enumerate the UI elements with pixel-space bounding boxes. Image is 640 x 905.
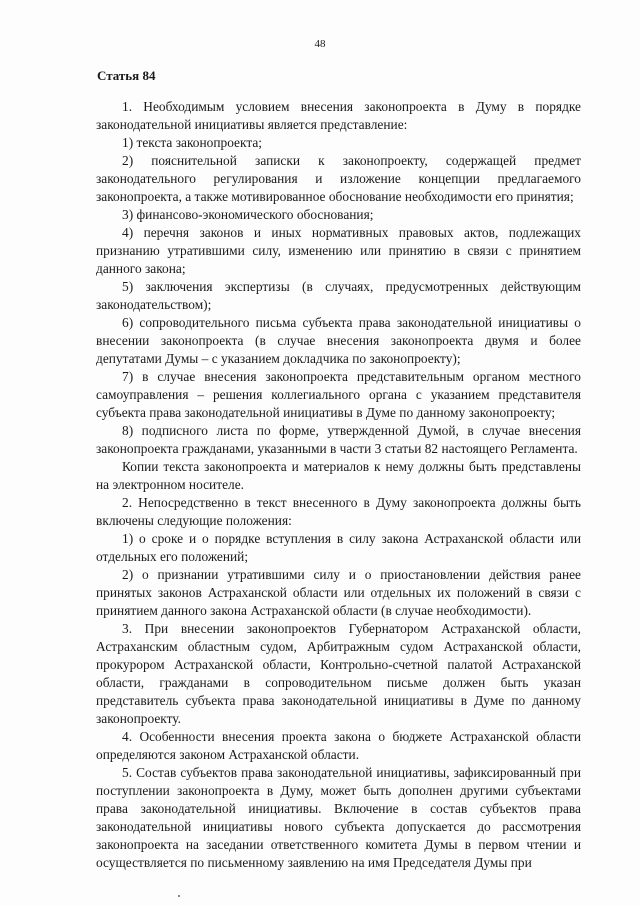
paragraph: 5) заключения экспертизы (в случаях, предусмотренных действующим законодательством); — [96, 279, 581, 312]
paragraph: 1. Необходимым условием внесения законопроекта в Думу в порядке законодательной инициативы является представление: — [96, 99, 581, 132]
scan-speck — [178, 895, 180, 897]
paragraph: 8) подписного листа по форме, утвержденной Думой, в случае внесения законопроекта гражданами, указанными в части 3 статьи 82 настоящего Регламента. — [96, 423, 581, 456]
paragraph: 5. Состав субъектов права законодательной инициативы, зафиксированный при поступлении законопроекта в Думу, может быть дополнен другими субъектами права законодательной инициативы. Включение в состав субъектов права законодательной инициативы нового субъекта допускается до рассмотрения законопроекта на заседании ответственного комитета Думы в первом чтении и осуществляется по письменному заявлению на имя Председателя Думы при — [96, 765, 581, 870]
paragraph: Копии текста законопроекта и материалов к нему должны быть представлены на электронном носителе. — [96, 459, 581, 492]
paragraph: 4. Особенности внесения проекта закона о бюджете Астраханской области определяются законом Астраханской области. — [96, 729, 581, 762]
paragraph: 4) перечня законов и иных нормативных правовых актов, подлежащих признанию утратившими силу, изменению или принятию в связи с принятием данного закона; — [96, 225, 581, 276]
page-number: 48 — [314, 38, 326, 50]
paragraph: 1) текста законопроекта; — [122, 135, 263, 150]
paragraph: 2) пояснительной записки к законопроекту, содержащей предмет законодательного регулирования и изложение концепции предлагаемого законопроекта, а также мотивированное обоснование необходимости его принятия; — [96, 153, 581, 204]
paragraph: 7) в случае внесения законопроекта представительным органом местного самоуправления – решения коллегиального органа с указанием представителя субъекта права законодательной инициативы в Думе по данному законопроекту; — [96, 369, 581, 420]
paragraph: 2. Непосредственно в текст внесенного в Думу законопроекта должны быть включены следующие положения: — [96, 495, 581, 528]
paragraph: 3. При внесении законопроектов Губернатором Астраханской области, Астраханским областным судом, Арбитражным судом Астраханской области, прокурором Астраханской области, Контрольно-счетной палатой Астраханской области, гражданами в сопроводительном письме должен быть указан представитель субъекта права законодательной инициативы в Думе по данному законопроекту. — [96, 621, 581, 726]
article-heading: Статья 84 — [97, 68, 156, 83]
paragraph: 3) финансово-экономического обоснования; — [122, 207, 374, 222]
paragraph: 1) о сроке и о порядке вступления в силу закона Астраханской области или отдельных его положений; — [96, 531, 581, 564]
article-body — [96, 98, 581, 872]
paragraph: 2) о признании утратившими силу и о приостановлении действия ранее принятых законов Астраханской области или отдельных их положений в связи с принятием данного закона Астраханской области (в случае необходимости). — [96, 567, 581, 618]
paragraph: 6) сопроводительного письма субъекта права законодательной инициативы о внесении законопроекта (в случае внесения законопроекта двумя и более депутатами Думы – с указанием докладчика по законопроекту); — [96, 315, 581, 366]
